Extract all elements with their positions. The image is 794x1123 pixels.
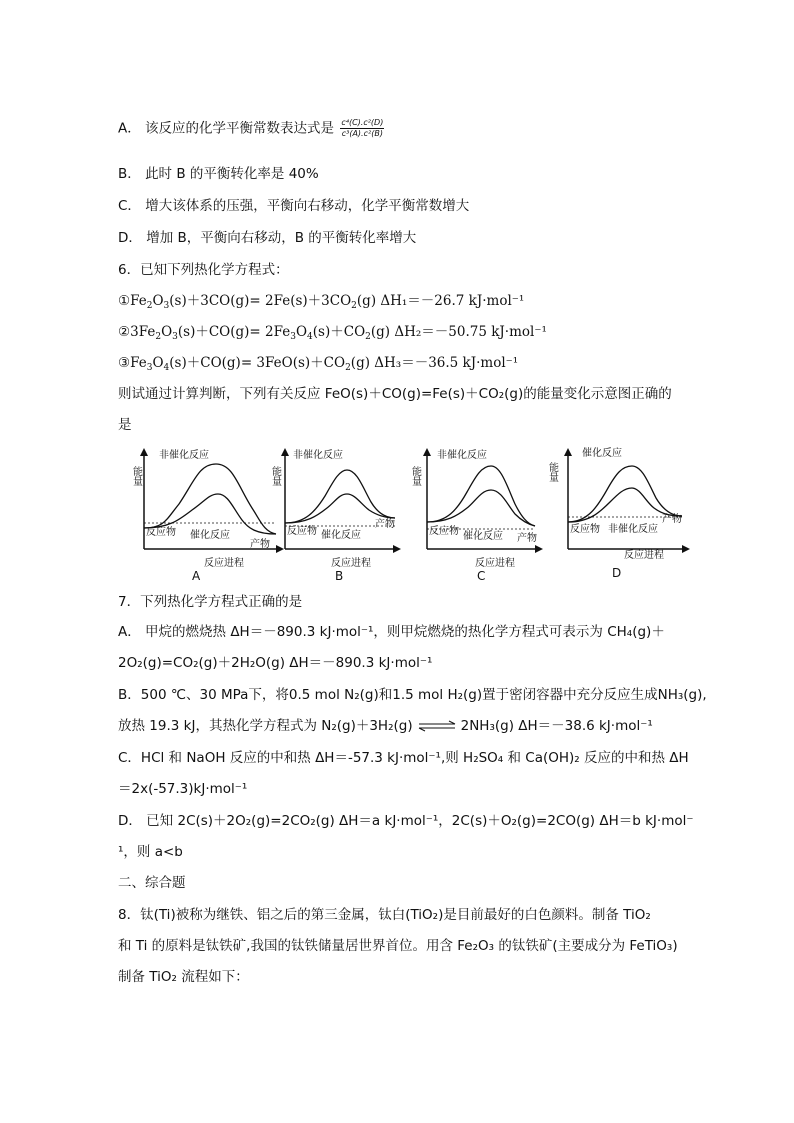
- reactant-label: 反应物: [287, 526, 317, 537]
- catalyzed-label: 催化反应: [463, 531, 503, 542]
- product-label: 产物: [517, 533, 537, 544]
- equation-1: $①Fe_2O_3(s)+3CO(g)= 2Fe(s)+3CO_2(g)$ ΔH₁＝－26.7 kJ·mol⁻¹: [118, 293, 525, 311]
- y-axis-label: 能量: [269, 466, 281, 486]
- option-label: D．: [118, 230, 142, 246]
- catalyzed-label: 催化反应: [321, 530, 361, 541]
- option-text: 增大该体系的压强，平衡向右移动，化学平衡常数增大: [145, 198, 470, 214]
- energy-diagram-d: [547, 446, 691, 580]
- x-axis-label: 反应进程: [475, 558, 515, 569]
- noncatalyzed-label: 非催化反应: [437, 450, 487, 461]
- question-6-ask: 则试通过计算判断，下列有关反应 FeO(s)＋CO(g)=Fe(s)＋CO₂(g)的能量变化示意图正确的: [118, 386, 672, 402]
- noncatalyzed-label: 非催化反应: [608, 524, 658, 535]
- option-label: A．: [118, 120, 141, 137]
- equation-2: $②3Fe_2O_3(s)+CO(g)= 2Fe_3O_4(s)+CO_2(g)$ ΔH₂＝－50.75 kJ·mol⁻¹: [118, 324, 547, 342]
- option-7a-line2: 2O₂(g)=CO₂(g)＋2H₂O(g) ΔH＝－890.3 kJ·mol⁻¹: [118, 655, 433, 671]
- option-label: B．: [118, 166, 141, 182]
- panel-label-c: C: [477, 569, 486, 583]
- option-text: 放热 19.3 kJ，其热化学方程式为 N₂(g)＋3H₂(g): [118, 718, 413, 734]
- noncatalyzed-label: 非催化反应: [159, 450, 209, 461]
- x-axis-label: 反应进程: [331, 558, 371, 569]
- option-text: 2NH₃(g) ΔH＝－38.6 kJ·mol⁻¹: [460, 718, 653, 734]
- product-label: 产物: [375, 519, 395, 530]
- equation-marker: ①: [118, 293, 131, 309]
- reactant-label: 反应物: [570, 524, 600, 535]
- question-6-ask-continued: 是: [118, 417, 132, 433]
- reactant-label: 反应物: [429, 526, 459, 537]
- option-text: 增加 B，平衡向右移动，B 的平衡转化率增大: [146, 230, 417, 246]
- option-5d: [118, 229, 416, 247]
- option-7b-line2: [118, 717, 653, 735]
- enthalpy-value: ΔH₂＝－50.75 kJ·mol⁻¹: [394, 324, 547, 340]
- option-7d-line2: ¹，则 a<b: [118, 844, 183, 860]
- energy-diagram-c: [410, 448, 544, 583]
- option-label: C．: [118, 198, 141, 214]
- x-axis-label: 反应进程: [204, 558, 244, 569]
- option-5a: [118, 118, 384, 139]
- catalyzed-label: 催化反应: [190, 530, 230, 541]
- fraction-numerator: c⁴(C).c²(D): [341, 118, 384, 127]
- question-8-line2: 和 Ti 的原料是钛铁矿,我国的钛铁储量居世界首位。用含 Fe₂O₃ 的钛铁矿(主要成分为 FeTiO₃): [118, 938, 678, 954]
- enthalpy-value: ΔH₃＝－36.5 kJ·mol⁻¹: [374, 355, 519, 371]
- reactant-label: 反应物: [146, 527, 176, 538]
- option-7c-line2: ＝2x(-57.3)kJ·mol⁻¹: [118, 781, 248, 797]
- y-axis-label: 能量: [409, 466, 421, 486]
- option-7b-line1: B．500 ℃、30 MPa下，将0.5 mol N₂(g)和1.5 mol H₂(g)置于密闭容器中充分反应生成NH₃(g),: [118, 687, 707, 703]
- option-5b: [118, 165, 319, 183]
- catalyzed-label: 催化反应: [582, 448, 622, 459]
- equation-3: $③Fe_3O_4(s)+CO(g)= 3FeO(s)+CO_2(g)$ ΔH₃＝－36.5 kJ·mol⁻¹: [118, 355, 519, 373]
- section-heading: 二、综合题: [118, 875, 186, 891]
- equilibrium-arrow-icon: [417, 721, 457, 731]
- energy-diagram-b: [270, 448, 402, 583]
- question-8-line3: 制备 TiO₂ 流程如下：: [118, 969, 249, 985]
- option-text: 该反应的化学平衡常数表达式是: [145, 120, 335, 137]
- equation-marker: ②: [118, 324, 131, 340]
- option-5c: [118, 197, 469, 215]
- product-label: 产物: [662, 514, 682, 525]
- y-axis-label: 能量: [546, 462, 558, 482]
- fraction-denominator: c³(A).c²(B): [341, 129, 383, 138]
- panel-label-d: D: [612, 566, 622, 580]
- x-axis-label: 反应进程: [624, 550, 664, 561]
- y-axis-label: 能量: [130, 466, 142, 486]
- equilibrium-fraction: [340, 118, 384, 139]
- option-7c-line1: C．HCl 和 NaOH 反应的中和热 ΔH＝-57.3 kJ·mol⁻¹,则 H₂SO₄ 和 Ca(OH)₂ 反应的中和热 ΔH: [118, 750, 689, 766]
- panel-label-b: B: [335, 569, 344, 583]
- option-7a-line1: A． 甲烷的燃烧热 ΔH＝－890.3 kJ·mol⁻¹，则甲烷燃烧的热化学方程式可表示为 CH₄(g)＋: [118, 624, 665, 640]
- panel-label-a: A: [192, 569, 201, 583]
- energy-diagrams: [130, 446, 694, 586]
- option-7d-line1: D． 已知 2C(s)＋2O₂(g)=2CO₂(g) ΔH＝a kJ·mol⁻¹，2C(s)＋O₂(g)=2CO(g) ΔH＝b kJ·mol⁻: [118, 813, 694, 829]
- energy-diagram-a: [131, 448, 285, 583]
- option-text: 此时 B 的平衡转化率是 40%: [145, 166, 319, 182]
- equation-marker: ③: [118, 355, 131, 371]
- question-6-stem: 6．已知下列热化学方程式：: [118, 262, 289, 278]
- question-8-line1: 8．钛(Ti)被称为继铁、铝之后的第三金属，钛白(TiO₂)是目前最好的白色颜料。制备 TiO₂: [118, 907, 651, 923]
- enthalpy-value: ΔH₁＝－26.7 kJ·mol⁻¹: [380, 293, 525, 309]
- product-label: 产物: [250, 539, 270, 550]
- question-7-stem: 7．下列热化学方程式正确的是: [118, 594, 303, 610]
- noncatalyzed-label: 非催化反应: [293, 450, 343, 461]
